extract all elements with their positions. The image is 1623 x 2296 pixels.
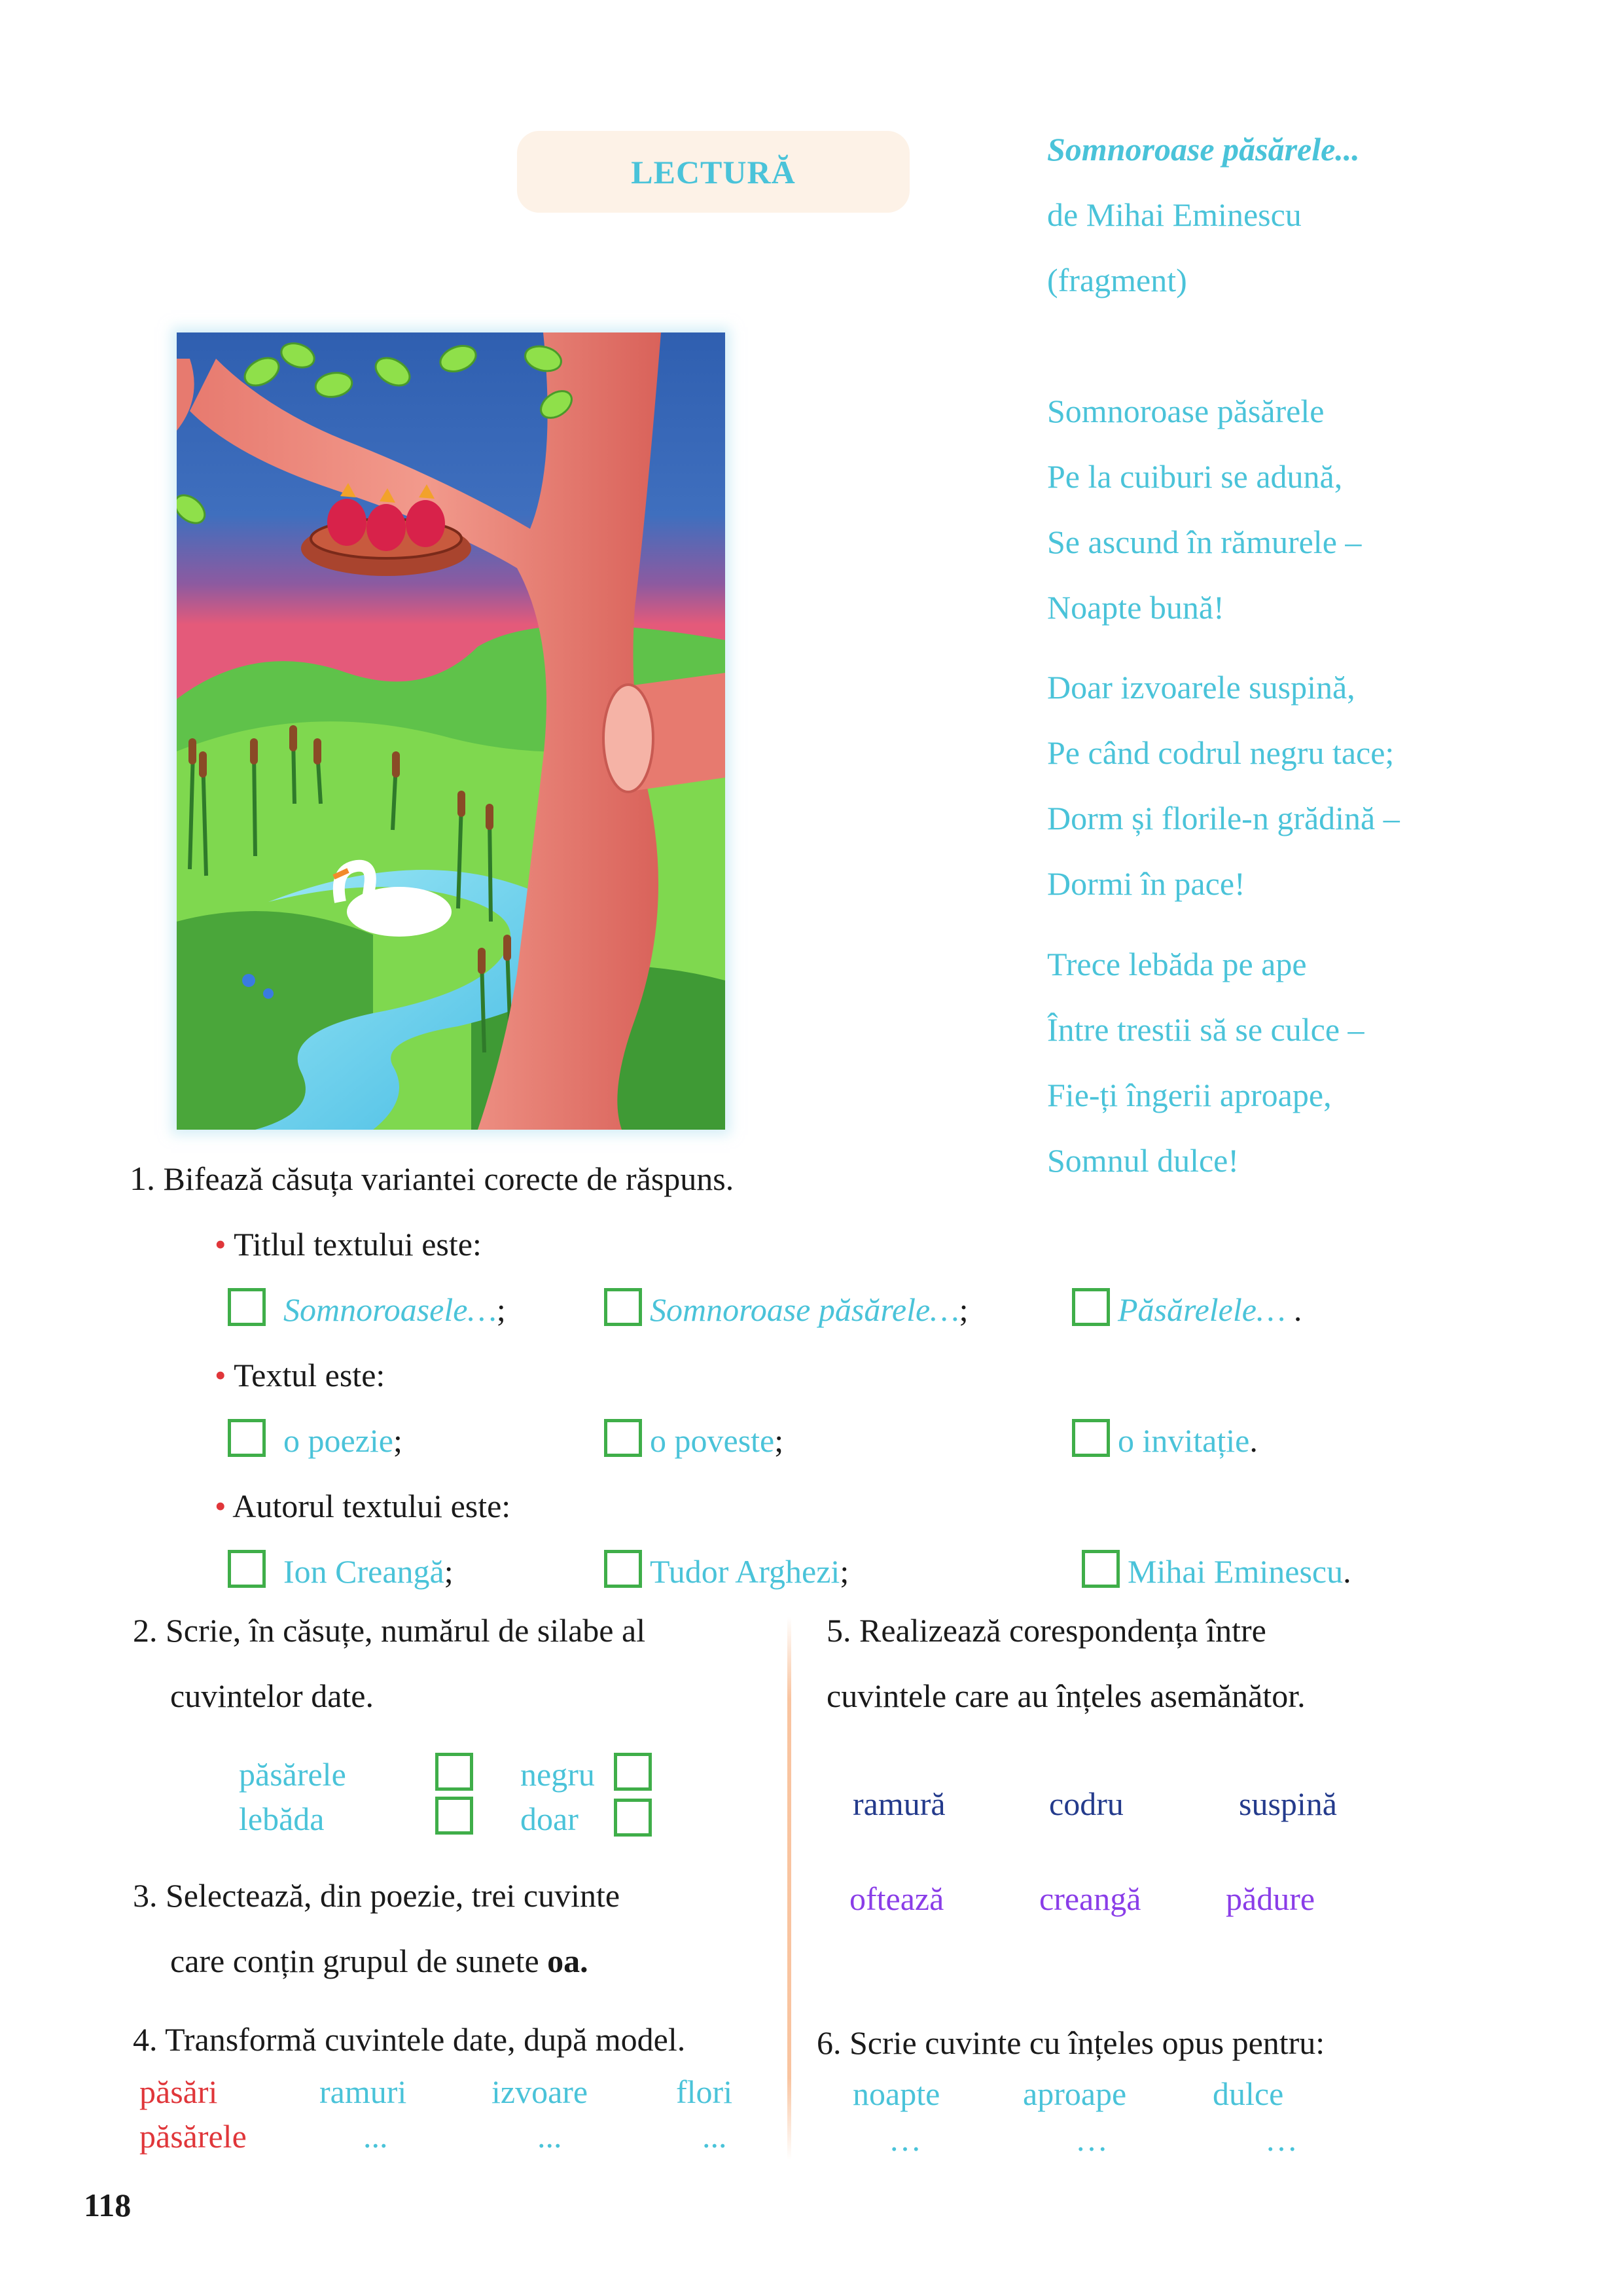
antonym-word: noapte xyxy=(853,2075,940,2112)
poem-author: de Mihai Eminescu xyxy=(1047,196,1302,233)
exercise2-instruction-cont: cuvintelor date. xyxy=(170,1677,374,1714)
syllable-word: doar xyxy=(520,1801,579,1837)
answer-blank[interactable]: ... xyxy=(702,2118,727,2155)
transform-word: izvoare xyxy=(491,2073,588,2110)
answer-option: Ion Creangă; xyxy=(283,1553,454,1590)
poem-title: Somnoroase păsărele... xyxy=(1047,131,1360,168)
prompt-text: Titlul textului este: xyxy=(234,1226,482,1263)
syllable-word: lebăda xyxy=(239,1801,325,1837)
poem-line: Se ascund în rămurele – xyxy=(1047,524,1362,560)
poem-line: Noapte bună! xyxy=(1047,589,1224,626)
answer-checkbox[interactable] xyxy=(1072,1419,1110,1457)
syllable-count-box[interactable] xyxy=(614,1753,652,1791)
answer-blank[interactable]: … xyxy=(889,2121,921,2158)
poem-line: Somnul dulce! xyxy=(1047,1142,1240,1179)
match-word-bottom[interactable]: creangă xyxy=(1039,1880,1141,1917)
page-number: 118 xyxy=(84,2187,132,2223)
answer-blank[interactable]: ... xyxy=(537,2118,562,2155)
poem-line: Între trestii să se culce – xyxy=(1047,1011,1364,1048)
answer-option: o poezie; xyxy=(283,1422,402,1459)
transform-word: flori xyxy=(676,2073,733,2110)
bullet-icon: • xyxy=(215,1488,226,1524)
exercise5-instruction-cont: cuvintele care au înțeles asemănător. xyxy=(827,1677,1306,1714)
syllable-word: negru xyxy=(520,1756,595,1793)
answer-option: o poveste; xyxy=(650,1422,784,1459)
match-word-top[interactable]: codru xyxy=(1049,1785,1124,1822)
poem-note: (fragment) xyxy=(1047,262,1187,298)
answer-checkbox[interactable] xyxy=(604,1288,642,1326)
antonym-word: dulce xyxy=(1213,2075,1284,2112)
answer-blank[interactable]: … xyxy=(1075,2121,1108,2158)
match-word-bottom[interactable]: oftează xyxy=(849,1880,944,1917)
poem-line: Dorm și florile-n grădină – xyxy=(1047,800,1400,836)
answer-checkbox[interactable] xyxy=(1072,1288,1110,1326)
answer-checkbox[interactable] xyxy=(1082,1550,1120,1588)
answer-checkbox[interactable] xyxy=(604,1419,642,1457)
answer-option: Mihai Eminescu. xyxy=(1128,1553,1351,1590)
answer-option: Somnoroase păsărele…; xyxy=(650,1291,969,1328)
exercise1-text: Bifează căsuța variantei corecte de răspuns. xyxy=(163,1160,734,1197)
model-word: păsări xyxy=(139,2073,218,2110)
answer-checkbox[interactable] xyxy=(228,1550,266,1588)
exercise3-instruction: 3. Selectează, din poezie, trei cuvinte xyxy=(133,1877,620,1914)
match-word-top[interactable]: suspină xyxy=(1239,1785,1337,1822)
poem-line: Pe la cuiburi se adună, xyxy=(1047,458,1343,495)
poem-line: Doar izvoarele suspină, xyxy=(1047,669,1355,706)
antonym-word: aproape xyxy=(1023,2075,1127,2112)
section-label-pill xyxy=(517,131,910,213)
answer-option: Păsărelele… . xyxy=(1118,1291,1302,1328)
poem-line: Pe când codrul negru tace; xyxy=(1047,734,1395,771)
bullet-icon: • xyxy=(215,1226,226,1263)
poem-line: Somnoroase păsărele xyxy=(1047,393,1325,429)
exercise1-prompt xyxy=(215,1225,482,1263)
syllable-word: păsărele xyxy=(239,1756,346,1793)
syllable-count-box[interactable] xyxy=(435,1753,473,1791)
prompt-text: Autorul textului este: xyxy=(232,1488,511,1524)
answer-option: Somnoroasele…; xyxy=(283,1291,506,1328)
syllable-count-box[interactable] xyxy=(435,1797,473,1835)
match-word-bottom[interactable]: pădure xyxy=(1226,1880,1315,1917)
exercise1-number: 1. xyxy=(130,1160,155,1198)
exercise3-text: care conțin grupul de sunete xyxy=(170,1943,548,1979)
answer-blank[interactable]: ... xyxy=(363,2118,388,2155)
transform-word: ramuri xyxy=(319,2073,407,2110)
sound-group: oa. xyxy=(547,1943,588,1979)
prompt-text: Textul este: xyxy=(234,1357,385,1393)
exercise2-instruction: 2. Scrie, în căsuțe, numărul de silabe al xyxy=(133,1612,646,1649)
answer-option: Tudor Arghezi; xyxy=(650,1553,849,1590)
bullet-icon: • xyxy=(215,1357,226,1393)
exercise1-instruction xyxy=(130,1160,734,1198)
model-answer: păsărele xyxy=(139,2118,247,2155)
section-label: LECTURĂ xyxy=(631,153,796,190)
answer-option: o invitație. xyxy=(1118,1422,1258,1459)
exercise5-instruction: 5. Realizează corespondența între xyxy=(827,1612,1266,1649)
poem-illustration xyxy=(177,332,725,1130)
syllable-count-box[interactable] xyxy=(614,1799,652,1837)
answer-checkbox[interactable] xyxy=(604,1550,642,1588)
answer-checkbox[interactable] xyxy=(228,1419,266,1457)
answer-checkbox[interactable] xyxy=(228,1288,266,1326)
poem-line: Fie-ți îngerii aproape, xyxy=(1047,1077,1332,1113)
poem-line: Dormi în pace! xyxy=(1047,865,1245,902)
exercise1-prompt xyxy=(215,1356,385,1394)
exercise4-instruction: 4. Transformă cuvintele date, după model. xyxy=(133,2021,686,2058)
column-divider xyxy=(787,1617,791,2160)
exercise6-instruction: 6. Scrie cuvinte cu înțeles opus pentru: xyxy=(817,2024,1325,2061)
poem-line: Trece lebăda pe ape xyxy=(1047,946,1307,982)
answer-blank[interactable]: … xyxy=(1265,2121,1298,2158)
exercise3-instruction-cont xyxy=(170,1942,588,1980)
match-word-top[interactable]: ramură xyxy=(853,1785,946,1822)
exercise1-prompt xyxy=(215,1487,510,1525)
